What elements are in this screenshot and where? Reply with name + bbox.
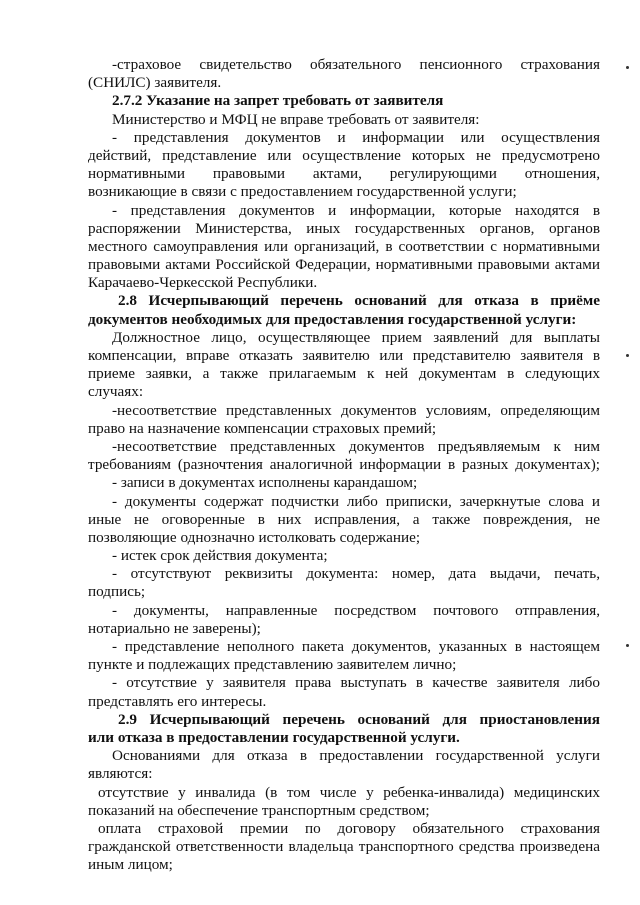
text-line: нормативными правовыми актами, регулирующими отношения,: [88, 165, 600, 183]
text-line: - документы, направленные посредством почтового отправления,: [112, 601, 600, 619]
text-line: являются:: [88, 765, 153, 783]
text-line: показаний на обеспечение транспортным средством;: [88, 801, 430, 819]
text-line: иным лицом;: [88, 856, 173, 874]
text-line: случаях:: [88, 383, 144, 401]
text-line: -страховое свидетельство обязательного пенсионного страхования: [112, 56, 600, 73]
scan-speck: [626, 354, 629, 357]
text-line: приеме заявки, а также прилагаемым к ней документам в следующих: [88, 365, 600, 383]
text-line: право на назначение компенсации страховых премий;: [88, 419, 437, 437]
text-line: Карачаево-Черкесской Республики.: [88, 274, 318, 292]
text-line: подпись;: [88, 583, 146, 601]
text-line: отсутствие у инвалида (в том числе у ребенка-инвалида) медицинских: [98, 783, 600, 801]
text-line: - записи в документах исполнены карандашом;: [112, 474, 418, 492]
text-line: оплата страховой премии по договору обязательного страхования: [98, 819, 600, 837]
text-line: Должностное лицо, осуществляющее прием заявлений для выплаты: [112, 328, 600, 346]
text-line: компенсации, вправе отказать заявителю или представителю заявителя в: [88, 347, 600, 364]
text-line: распоряжении Министерства, иных государственных органов, органов: [88, 219, 600, 237]
text-line: правовыми актами Российской Федерации, нормативными правовыми актами: [88, 256, 600, 274]
text-line: нотариально не заверены);: [88, 619, 261, 637]
section-heading-2-8-cont: документов необходимых для предоставления государственной услуги:: [88, 310, 577, 328]
text-line: - представление неполного пакета документов, указанных в настоящем: [112, 638, 600, 655]
text-line: гражданской ответственности владельца транспортного средства произведена: [88, 838, 600, 856]
text-line: - представления документов и информации или осуществления: [112, 128, 600, 146]
scan-speck: [626, 644, 629, 647]
text-line: - документы содержат подчистки либо приписки, зачеркнутые слова и: [112, 492, 600, 510]
text-line: - отсутствие у заявителя права выступать в качестве заявителя либо: [112, 674, 600, 692]
text-line: (СНИЛС) заявителя.: [88, 74, 222, 92]
text-line: - отсутствуют реквизиты документа: номер, дата выдачи, печать,: [112, 565, 600, 583]
text-line: пункте и подлежащих представлению заявителем лично;: [88, 656, 457, 674]
text-line: -несоответствие представленных документов предъявляемым к ним: [112, 437, 600, 455]
section-heading-2-9: 2.9 Исчерпывающий перечень оснований для приостановления: [118, 710, 600, 728]
scan-speck: [626, 66, 629, 69]
text-line: -несоответствие представленных документов условиям, определяющим: [112, 401, 600, 419]
text-line: представлять его интересы.: [88, 692, 267, 710]
section-heading-2-7-2: 2.7.2 Указание на запрет требовать от заявителя: [112, 92, 444, 110]
text-line: Основаниями для отказа в предоставлении государственной услуги: [112, 747, 600, 765]
section-heading-2-9-cont: или отказа в предоставлении государственной услуги.: [88, 728, 460, 746]
text-line: требованиям (разночтения аналогичной информации в разных документах);: [88, 456, 600, 474]
text-line: - представления документов и информации, которые находятся в: [112, 201, 600, 219]
text-line: иные не оговоренные в них исправления, а также повреждения, не: [88, 510, 600, 528]
text-line: позволяющие однозначно истолковать содержание;: [88, 528, 421, 546]
text-line: Министерство и МФЦ не вправе требовать от заявителя:: [112, 110, 480, 128]
text-line: местного самоуправления или организаций, в соответствии с нормативными: [88, 237, 600, 255]
text-line: действий, представление или осуществление которых не предусмотрено: [88, 146, 600, 164]
text-line: возникающие в связи с предоставлением государственной услуги;: [88, 183, 517, 201]
section-heading-2-8: 2.8 Исчерпывающий перечень оснований для отказа в приёме: [118, 292, 600, 310]
text-line: - истек срок действия документа;: [112, 547, 328, 565]
